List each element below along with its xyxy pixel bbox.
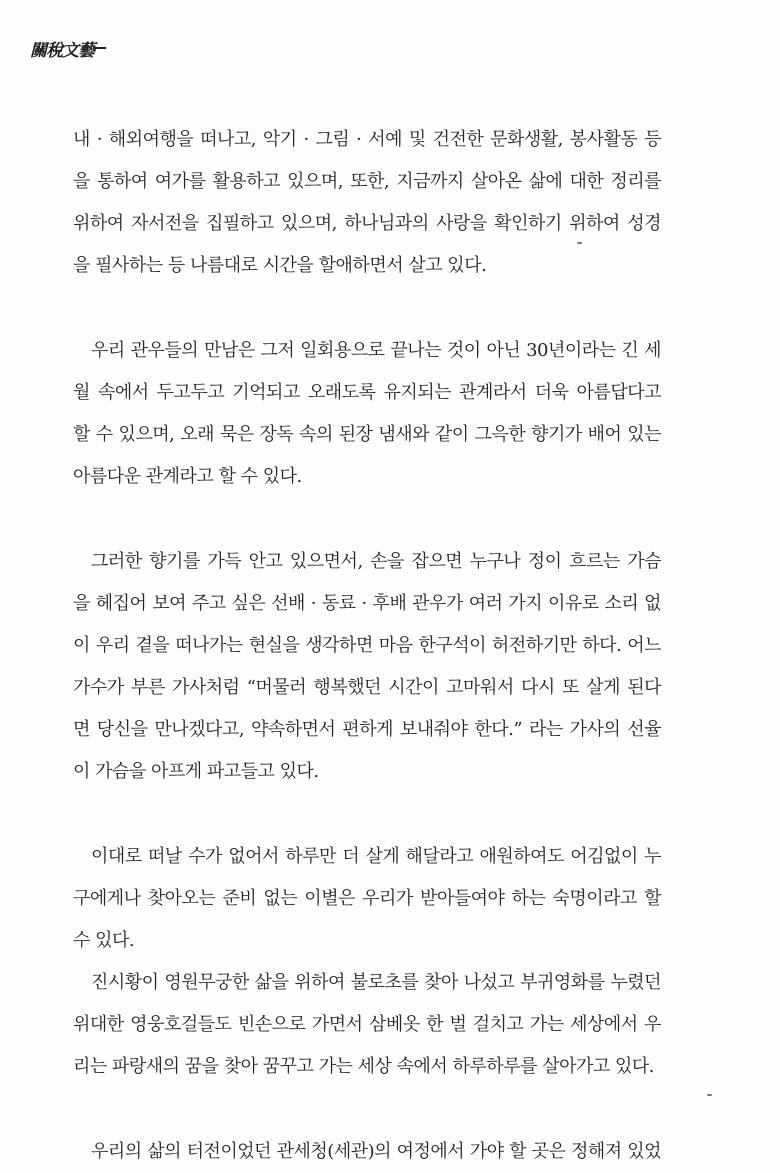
paragraph-line: 을 헤집어 보여 주고 싶은 선배 · 동료 · 후배 관우가 여러 가지 이유로 소리 없 [73,593,661,614]
scan-speck [707,1094,712,1096]
paragraph-3 [73,541,661,793]
paragraph-line: 면 당신을 만나겠다고, 약속하면서 편하게 보내줘야 한다.” 라는 가사의 선율 [73,719,661,740]
paragraph-line: 이 가슴을 아프게 파고들고 있다. [73,761,319,782]
paragraph-line: 위대한 영웅호걸들도 빈손으로 가면서 삼베옷 한 벌 걸치고 가는 세상에서 우 [73,1014,661,1035]
scan-speck [577,242,582,244]
paragraph-line: 이대로 떠날 수가 없어서 하루만 더 살게 해달라고 애원하여도 어김없이 누 [91,846,661,867]
paragraph-line: 가수가 부른 가사처럼 “머물러 행복했던 시간이 고마워서 다시 또 살게 된다 [73,677,661,698]
paragraph-1 [73,119,661,287]
paragraph-2 [73,330,661,498]
running-header-mark: 關稅文藝 [30,36,94,61]
paragraph-line: 구에게나 찾아오는 준비 없는 이별은 우리가 받아들여야 하는 숙명이라고 할 [73,888,661,909]
paragraph-line: 을 통하여 여가를 활용하고 있으며, 또한, 지금까지 살아온 삶에 대한 정리를 [73,171,661,192]
paragraph-line: 할 수 있으며, 오래 묵은 장독 속의 된장 냄새와 같이 그윽한 향기가 배어 있는 [73,424,661,445]
paragraph-line: 내 · 해외여행을 떠나고, 악기 · 그림 · 서예 및 건전한 문화생활, 봉사활동 등 [73,129,661,150]
paragraph-line: 진시황이 영원무궁한 삶을 위하여 불로초를 찾아 나섰고 부귀영화를 누렸던 [91,972,661,993]
paragraph-line: 이 우리 곁을 떠나가는 현실을 생각하면 마음 한구석이 허전하기만 하다. 어느 [73,635,661,656]
paragraph-line: 수 있다. [73,930,135,951]
paragraph-line: 우리의 삶의 터전이었던 관세청(세관)의 여정에서 가야 할 곳은 정해져 있었 [91,1141,661,1162]
paragraph-line: 위하여 자서전을 집필하고 있으며, 하나님과의 사랑을 확인하기 위하여 성경 [73,213,661,234]
paragraph-6 [73,1131,661,1173]
body-text [73,119,661,1173]
paragraph-line: 아름다운 관계라고 할 수 있다. [73,466,302,487]
paragraph-5 [73,962,661,1088]
paragraph-4 [73,836,661,962]
paragraph-line: 월 속에서 두고두고 기억되고 오래도록 유지되는 관계라서 더욱 아름답다고 [73,382,661,403]
paragraph-line: 을 필사하는 등 나름대로 시간을 할애하면서 살고 있다. [73,255,487,276]
paragraph-line: 리는 파랑새의 꿈을 찾아 꿈꾸고 가는 세상 속에서 하루하루를 살아가고 있다. [73,1056,654,1077]
paragraph-line: 우리 관우들의 만남은 그저 일회용으로 끝나는 것이 아닌 30년이라는 긴 세 [91,340,661,361]
paragraph-line: 그러한 향기를 가득 안고 있으면서, 손을 잡으면 누구나 정이 흐르는 가슴 [91,551,661,572]
